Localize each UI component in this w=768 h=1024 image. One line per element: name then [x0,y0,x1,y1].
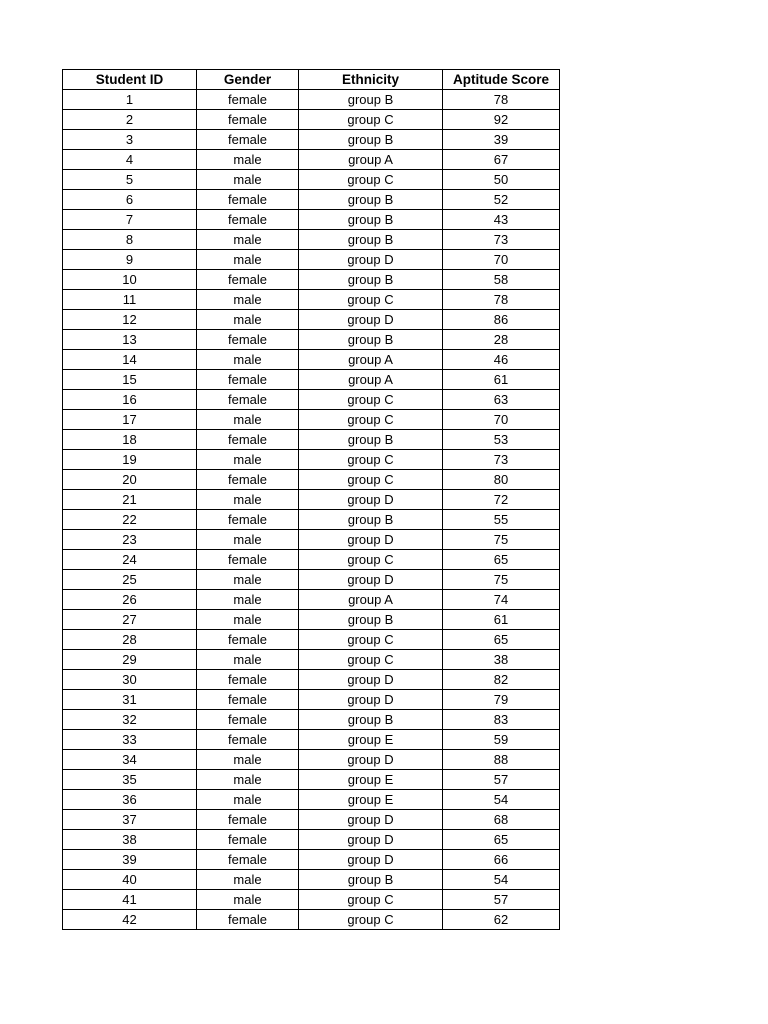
cell-aptitude-score: 58 [443,270,560,290]
cell-aptitude-score: 46 [443,350,560,370]
cell-student-id: 20 [63,470,197,490]
cell-gender: female [197,670,299,690]
table-row [63,350,560,370]
cell-aptitude-score: 53 [443,430,560,450]
cell-gender: female [197,430,299,450]
cell-student-id: 28 [63,630,197,650]
cell-aptitude-score: 66 [443,850,560,870]
cell-gender: female [197,910,299,930]
cell-gender: male [197,250,299,270]
table-row [63,790,560,810]
cell-ethnicity: group D [299,690,443,710]
header-gender: Gender [197,70,299,90]
cell-ethnicity: group C [299,110,443,130]
cell-ethnicity: group D [299,250,443,270]
cell-gender: male [197,750,299,770]
cell-gender: female [197,510,299,530]
cell-ethnicity: group A [299,590,443,610]
cell-ethnicity: group B [299,510,443,530]
cell-gender: male [197,890,299,910]
table-row [63,750,560,770]
cell-ethnicity: group D [299,530,443,550]
cell-student-id: 42 [63,910,197,930]
cell-gender: male [197,610,299,630]
cell-ethnicity: group C [299,170,443,190]
table-row [63,690,560,710]
cell-student-id: 19 [63,450,197,470]
table-row [63,430,560,450]
table-row [63,390,560,410]
table-row [63,550,560,570]
cell-gender: female [197,130,299,150]
table-row [63,570,560,590]
cell-ethnicity: group D [299,750,443,770]
cell-aptitude-score: 65 [443,550,560,570]
cell-ethnicity: group D [299,670,443,690]
cell-aptitude-score: 75 [443,530,560,550]
cell-aptitude-score: 80 [443,470,560,490]
cell-student-id: 27 [63,610,197,630]
table-row [63,110,560,130]
cell-gender: male [197,530,299,550]
cell-ethnicity: group D [299,810,443,830]
cell-aptitude-score: 57 [443,770,560,790]
cell-student-id: 37 [63,810,197,830]
table-row [63,230,560,250]
cell-student-id: 16 [63,390,197,410]
cell-gender: female [197,470,299,490]
cell-gender: male [197,170,299,190]
cell-ethnicity: group B [299,870,443,890]
cell-ethnicity: group C [299,910,443,930]
cell-aptitude-score: 63 [443,390,560,410]
cell-student-id: 21 [63,490,197,510]
table-row [63,830,560,850]
cell-gender: female [197,710,299,730]
table-row [63,770,560,790]
cell-gender: female [197,390,299,410]
cell-aptitude-score: 59 [443,730,560,750]
cell-student-id: 24 [63,550,197,570]
cell-student-id: 8 [63,230,197,250]
cell-student-id: 2 [63,110,197,130]
cell-ethnicity: group D [299,830,443,850]
table-row [63,270,560,290]
cell-aptitude-score: 92 [443,110,560,130]
cell-gender: male [197,870,299,890]
cell-student-id: 41 [63,890,197,910]
cell-aptitude-score: 54 [443,870,560,890]
cell-gender: female [197,830,299,850]
table-body [63,90,560,930]
table-row [63,310,560,330]
cell-aptitude-score: 52 [443,190,560,210]
header-ethnicity: Ethnicity [299,70,443,90]
cell-student-id: 12 [63,310,197,330]
cell-gender: male [197,590,299,610]
table-row [63,890,560,910]
cell-ethnicity: group C [299,890,443,910]
cell-student-id: 38 [63,830,197,850]
cell-ethnicity: group A [299,350,443,370]
cell-student-id: 40 [63,870,197,890]
cell-gender: female [197,730,299,750]
cell-student-id: 4 [63,150,197,170]
cell-aptitude-score: 83 [443,710,560,730]
cell-ethnicity: group A [299,370,443,390]
cell-ethnicity: group B [299,610,443,630]
header-row [63,70,560,90]
table-row [63,710,560,730]
cell-ethnicity: group C [299,550,443,570]
cell-ethnicity: group B [299,230,443,250]
header-student-id: Student ID [63,70,197,90]
cell-gender: female [197,690,299,710]
cell-ethnicity: group D [299,570,443,590]
cell-gender: male [197,490,299,510]
cell-aptitude-score: 86 [443,310,560,330]
cell-aptitude-score: 65 [443,830,560,850]
cell-gender: male [197,770,299,790]
table-row [63,530,560,550]
cell-ethnicity: group D [299,310,443,330]
cell-aptitude-score: 73 [443,230,560,250]
table-row [63,850,560,870]
cell-gender: male [197,310,299,330]
cell-ethnicity: group D [299,490,443,510]
cell-student-id: 7 [63,210,197,230]
cell-student-id: 36 [63,790,197,810]
cell-student-id: 25 [63,570,197,590]
cell-gender: female [197,90,299,110]
cell-aptitude-score: 50 [443,170,560,190]
cell-aptitude-score: 62 [443,910,560,930]
cell-ethnicity: group B [299,90,443,110]
cell-student-id: 13 [63,330,197,350]
cell-ethnicity: group B [299,330,443,350]
cell-student-id: 29 [63,650,197,670]
table-row [63,670,560,690]
cell-aptitude-score: 88 [443,750,560,770]
cell-aptitude-score: 61 [443,370,560,390]
cell-aptitude-score: 78 [443,290,560,310]
cell-gender: male [197,410,299,430]
cell-student-id: 1 [63,90,197,110]
table-row [63,90,560,110]
cell-aptitude-score: 73 [443,450,560,470]
header-aptitude-score: Aptitude Score [443,70,560,90]
cell-student-id: 32 [63,710,197,730]
cell-ethnicity: group B [299,270,443,290]
cell-student-id: 30 [63,670,197,690]
cell-student-id: 10 [63,270,197,290]
cell-gender: male [197,790,299,810]
cell-aptitude-score: 57 [443,890,560,910]
table-row [63,150,560,170]
cell-aptitude-score: 39 [443,130,560,150]
table-row [63,170,560,190]
table-row [63,870,560,890]
cell-gender: male [197,570,299,590]
cell-gender: female [197,110,299,130]
cell-ethnicity: group E [299,790,443,810]
cell-aptitude-score: 82 [443,670,560,690]
cell-gender: male [197,290,299,310]
cell-aptitude-score: 75 [443,570,560,590]
table-row [63,630,560,650]
cell-ethnicity: group C [299,650,443,670]
table-row [63,370,560,390]
cell-ethnicity: group E [299,770,443,790]
cell-ethnicity: group A [299,150,443,170]
table-row [63,610,560,630]
cell-ethnicity: group B [299,130,443,150]
cell-gender: female [197,810,299,830]
cell-gender: female [197,630,299,650]
cell-aptitude-score: 79 [443,690,560,710]
cell-gender: male [197,150,299,170]
cell-aptitude-score: 55 [443,510,560,530]
cell-aptitude-score: 65 [443,630,560,650]
table-row [63,410,560,430]
cell-ethnicity: group B [299,710,443,730]
cell-gender: male [197,650,299,670]
cell-aptitude-score: 78 [443,90,560,110]
table-row [63,290,560,310]
student-table [62,69,560,930]
cell-gender: female [197,370,299,390]
table-row [63,910,560,930]
cell-aptitude-score: 43 [443,210,560,230]
cell-student-id: 22 [63,510,197,530]
cell-aptitude-score: 61 [443,610,560,630]
table-row [63,250,560,270]
table-row [63,330,560,350]
cell-aptitude-score: 70 [443,250,560,270]
table-row [63,210,560,230]
cell-gender: female [197,210,299,230]
cell-student-id: 26 [63,590,197,610]
cell-student-id: 11 [63,290,197,310]
cell-gender: female [197,190,299,210]
cell-student-id: 17 [63,410,197,430]
cell-ethnicity: group B [299,190,443,210]
cell-student-id: 23 [63,530,197,550]
table-row [63,730,560,750]
cell-student-id: 9 [63,250,197,270]
cell-student-id: 31 [63,690,197,710]
table-row [63,130,560,150]
cell-gender: male [197,350,299,370]
cell-student-id: 18 [63,430,197,450]
cell-aptitude-score: 28 [443,330,560,350]
cell-student-id: 34 [63,750,197,770]
table-row [63,510,560,530]
cell-student-id: 35 [63,770,197,790]
cell-ethnicity: group C [299,390,443,410]
table-row [63,810,560,830]
cell-ethnicity: group D [299,850,443,870]
cell-aptitude-score: 67 [443,150,560,170]
cell-ethnicity: group C [299,450,443,470]
table-row [63,590,560,610]
table-row [63,490,560,510]
cell-student-id: 3 [63,130,197,150]
cell-student-id: 15 [63,370,197,390]
cell-gender: female [197,270,299,290]
cell-ethnicity: group C [299,290,443,310]
cell-ethnicity: group C [299,630,443,650]
cell-aptitude-score: 54 [443,790,560,810]
cell-aptitude-score: 38 [443,650,560,670]
cell-student-id: 14 [63,350,197,370]
cell-ethnicity: group B [299,210,443,230]
cell-gender: female [197,330,299,350]
table-row [63,190,560,210]
cell-ethnicity: group B [299,430,443,450]
cell-aptitude-score: 72 [443,490,560,510]
cell-gender: male [197,230,299,250]
cell-aptitude-score: 70 [443,410,560,430]
table-row [63,650,560,670]
cell-ethnicity: group E [299,730,443,750]
cell-gender: female [197,850,299,870]
cell-student-id: 5 [63,170,197,190]
cell-aptitude-score: 68 [443,810,560,830]
cell-student-id: 39 [63,850,197,870]
cell-ethnicity: group C [299,410,443,430]
cell-aptitude-score: 74 [443,590,560,610]
cell-gender: female [197,550,299,570]
cell-gender: male [197,450,299,470]
cell-student-id: 6 [63,190,197,210]
cell-student-id: 33 [63,730,197,750]
table-row [63,450,560,470]
table-row [63,470,560,490]
cell-ethnicity: group C [299,470,443,490]
